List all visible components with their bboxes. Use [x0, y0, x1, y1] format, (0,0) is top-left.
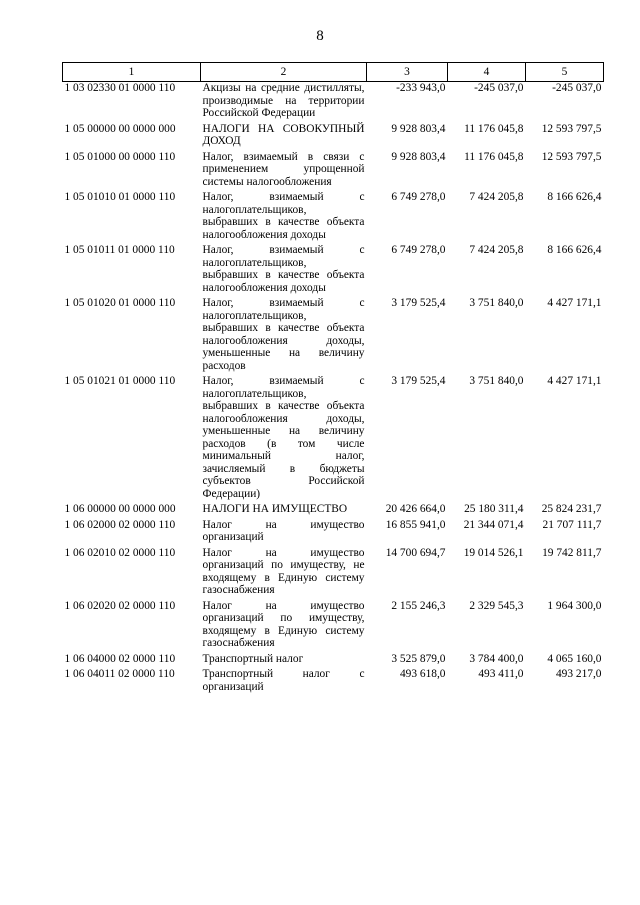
value-cell-col3: 9 928 803,4 — [391, 122, 446, 135]
budget-code-cell: 1 06 02010 02 0000 110 — [64, 546, 176, 559]
table-row — [63, 82, 604, 123]
income-name-cell: Налог, взимаемый в связи с применением упрощенной системы налогообложения — [202, 150, 365, 188]
table-header — [63, 63, 604, 82]
income-name-cell: Налог, взимаемый с налогоплательщиков, выбравших в качестве объекта налогообложения доходы, уменьшенные на величину расходов (в том числе минимальный налог, зачисляемый в бюджеты субъектов Российской Федерации) — [202, 375, 365, 500]
budget-code-cell: 1 06 00000 00 0000 000 — [64, 503, 176, 515]
value-cell-col4: 493 411,0 — [478, 668, 524, 680]
column-header: 4 — [448, 63, 526, 82]
budget-code-cell: 1 05 00000 00 0000 000 — [64, 122, 176, 135]
budget-code-cell: 1 03 02330 01 0000 110 — [64, 82, 176, 94]
value-cell-col3: 493 618,0 — [399, 668, 446, 680]
value-cell-col4: 3 751 840,0 — [469, 297, 524, 309]
budget-code-cell: 1 06 02000 02 0000 110 — [64, 518, 176, 531]
table-row — [63, 653, 604, 669]
income-name-cell: НАЛОГИ НА СОВОКУПНЫЙ ДОХОД — [202, 122, 365, 147]
value-cell-col5: 8 166 626,4 — [547, 244, 602, 256]
value-cell-col4: 21 344 071,4 — [463, 518, 524, 531]
page-number: 8 — [316, 28, 324, 44]
value-cell-col5: 4 065 160,0 — [547, 652, 602, 665]
table-row — [63, 547, 604, 600]
header-row — [63, 63, 604, 82]
table-row — [63, 151, 604, 192]
budget-code-cell: 1 05 01021 01 0000 110 — [64, 375, 176, 387]
value-cell-col3: 16 855 941,0 — [385, 518, 446, 531]
value-cell-col5: 12 593 797,5 — [541, 122, 602, 135]
value-cell-col3: 9 928 803,4 — [391, 150, 446, 163]
income-name-cell: Налог на имущество организаций по имуществу, входящему в Единую систему газоснабжения — [202, 599, 365, 649]
income-name-cell: Налог на имущество организаций — [202, 518, 365, 543]
income-name-cell: Налог, взимаемый с налогоплательщиков, выбравших в качестве объекта налогообложения доходы — [202, 191, 365, 241]
revenue-table — [62, 62, 604, 696]
value-cell-col4: 19 014 526,1 — [463, 546, 524, 559]
table-row — [63, 123, 604, 151]
budget-code-cell: 1 06 04011 02 0000 110 — [64, 668, 175, 680]
value-cell-col4: 7 424 205,8 — [469, 244, 524, 256]
table-row — [63, 519, 604, 547]
table-row — [63, 375, 604, 503]
value-cell-col3: 14 700 694,7 — [385, 546, 446, 559]
column-header: 5 — [526, 63, 604, 82]
value-cell-col5: 8 166 626,4 — [547, 191, 602, 203]
budget-code-cell: 1 05 01020 01 0000 110 — [64, 297, 176, 309]
income-name-cell: НАЛОГИ НА ИМУЩЕСТВО — [202, 503, 348, 515]
table-row — [63, 600, 604, 653]
table-row — [63, 244, 604, 297]
value-cell-col3: 6 749 278,0 — [391, 244, 446, 256]
table-row — [63, 191, 604, 244]
value-cell-col5: 4 427 171,1 — [547, 375, 602, 387]
income-name-cell: Акцизы на средние дистилляты, производимые на территории Российской Федерации — [202, 82, 365, 119]
income-name-cell: Налог на имущество организаций по имуществу, не входящему в Единую систему газоснабжения — [202, 546, 365, 596]
table-body — [63, 82, 604, 697]
column-header: 2 — [201, 63, 367, 82]
value-cell-col3: 3 179 525,4 — [391, 297, 446, 309]
value-cell-col5: 493 217,0 — [555, 668, 602, 680]
value-cell-col4: 7 424 205,8 — [469, 191, 524, 203]
value-cell-col4: 3 751 840,0 — [469, 375, 524, 387]
budget-code-cell: 1 06 02020 02 0000 110 — [64, 599, 176, 612]
value-cell-col3: 3 525 879,0 — [391, 652, 446, 665]
value-cell-col5: 19 742 811,7 — [542, 546, 602, 559]
income-name-cell: Налог, взимаемый с налогоплательщиков, выбравших в качестве объекта налогообложения доходы, уменьшенные на величину расходов — [202, 297, 365, 372]
column-header: 1 — [63, 63, 201, 82]
income-name-cell: Транспортный налог — [202, 652, 304, 665]
value-cell-col4: 25 180 311,4 — [464, 503, 524, 515]
value-cell-col4: -245 037,0 — [474, 82, 524, 94]
income-name-cell: Транспортный налог с организаций — [202, 668, 365, 693]
value-cell-col4: 11 176 045,8 — [464, 122, 524, 135]
budget-code-cell: 1 05 01000 00 0000 110 — [64, 150, 176, 163]
column-header: 3 — [367, 63, 448, 82]
value-cell-col4: 2 329 545,3 — [469, 599, 524, 612]
table-row — [63, 668, 604, 696]
table-row — [63, 297, 604, 375]
value-cell-col5: -245 037,0 — [552, 82, 602, 94]
value-cell-col3: -233 943,0 — [396, 82, 446, 94]
value-cell-col5: 4 427 171,1 — [547, 297, 602, 309]
value-cell-col5: 1 964 300,0 — [547, 599, 602, 612]
value-cell-col4: 3 784 400,0 — [469, 652, 524, 665]
value-cell-col5: 12 593 797,5 — [541, 150, 602, 163]
budget-code-cell: 1 06 04000 02 0000 110 — [64, 652, 176, 665]
value-cell-col3: 6 749 278,0 — [391, 191, 446, 203]
value-cell-col3: 20 426 664,0 — [385, 503, 446, 515]
value-cell-col5: 25 824 231,7 — [541, 503, 602, 515]
budget-code-cell: 1 05 01011 01 0000 110 — [64, 244, 175, 256]
table-row — [63, 503, 604, 519]
value-cell-col3: 2 155 246,3 — [391, 599, 446, 612]
value-cell-col3: 3 179 525,4 — [391, 375, 446, 387]
value-cell-col4: 11 176 045,8 — [464, 150, 524, 163]
income-name-cell: Налог, взимаемый с налогоплательщиков, выбравших в качестве объекта налогообложения доходы — [202, 244, 365, 294]
value-cell-col5: 21 707 111,7 — [542, 518, 602, 531]
budget-code-cell: 1 05 01010 01 0000 110 — [64, 191, 176, 203]
